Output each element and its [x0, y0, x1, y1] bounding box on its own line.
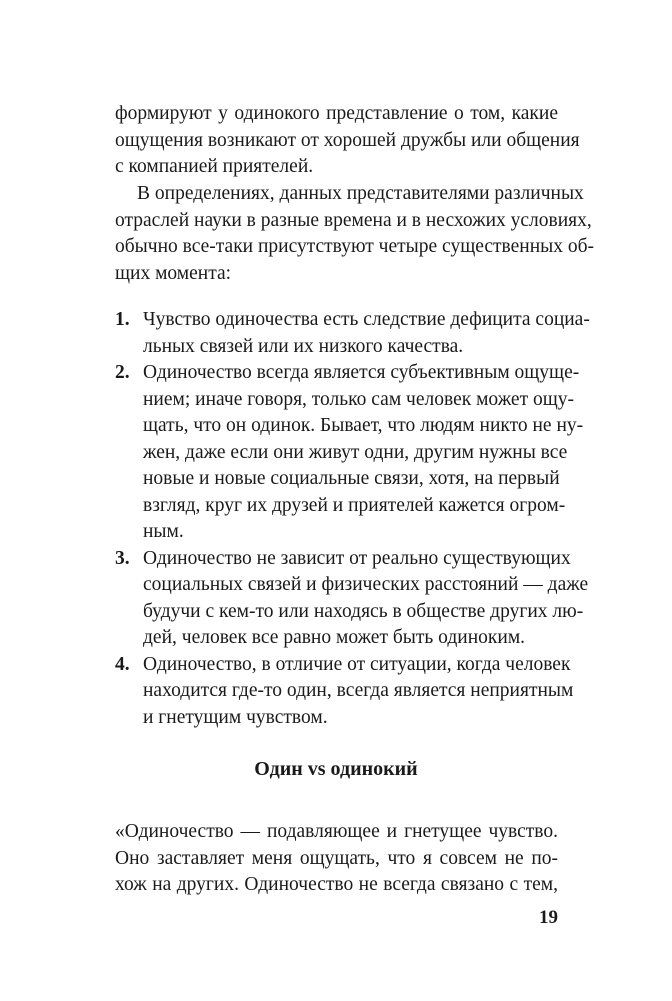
text-line: дей, человек все равно может быть одиноким. — [143, 627, 526, 648]
list-item — [115, 546, 589, 652]
page-number: 19 — [539, 907, 558, 928]
text-line: взгляд, круг их друзей и приятелей кажется огром- — [143, 494, 566, 516]
text-line: Чувство одиночества есть следствие дефицита социа- — [143, 309, 590, 330]
text-line: Одиночество всегда является субъективным ощуще- — [143, 362, 580, 383]
text-line: с компанией приятелей. — [115, 156, 314, 177]
text-line: нием; иначе говоря, только сам человек может ощу- — [143, 388, 574, 410]
text-line: новые и новые социальные связи, хотя, на первый — [143, 468, 560, 489]
paragraph-continued — [115, 101, 580, 181]
text-line: ным. — [143, 521, 184, 542]
text-line: Оно заставляет меня ощущать, что я совсем не по- — [115, 847, 558, 869]
text-line: и гнетущим чувством. — [143, 706, 328, 728]
text-line: жен, даже если они живут одни, другим нужны все — [143, 441, 568, 463]
text-line: отраслей науки в разные времена и в несхожих условиях, — [115, 209, 592, 231]
text-line: Одиночество не зависит от реально существующих — [143, 547, 571, 569]
list-item — [115, 652, 574, 732]
list-item — [115, 307, 590, 360]
text-line: обычно все-таки присутствуют четыре существенных об- — [115, 236, 595, 257]
text-line: льных связей или их низкого качества. — [143, 335, 464, 357]
text-line: формируют у одинокого представление о том, какие — [115, 103, 558, 124]
text-line: ощущения возникают от хорошей дружбы или общения — [115, 129, 580, 151]
text-line: щих момента: — [115, 262, 232, 284]
text-line: хож на других. Одиночество не всегда связано с тем, — [115, 874, 558, 895]
text-line: В определениях, данных представителями различных — [137, 183, 584, 204]
list-number: 1. — [115, 309, 130, 330]
list-item — [115, 360, 584, 546]
text-line: находится где-то один, всегда является неприятным — [143, 680, 574, 701]
section-heading: Один vs одинокий — [254, 758, 418, 780]
quote-paragraph — [115, 819, 558, 899]
text-line: щать, что он одинок. Бывает, что людям никто не ну- — [143, 415, 584, 436]
paragraph-definitions — [115, 181, 595, 287]
list-number: 4. — [115, 653, 130, 675]
numbered-list — [115, 307, 590, 731]
text-line: социальных связей и физических расстояний — даже — [143, 574, 589, 595]
text-line: «Одиночество — подавляющее и гнетущее чувство. — [115, 821, 558, 842]
list-number: 3. — [115, 547, 130, 569]
text-line: Одиночество, в отличие от ситуации, когда человек — [143, 653, 571, 675]
text-line: будучи с кем-то или находясь в обществе других лю- — [143, 600, 584, 622]
list-number: 2. — [115, 362, 130, 383]
